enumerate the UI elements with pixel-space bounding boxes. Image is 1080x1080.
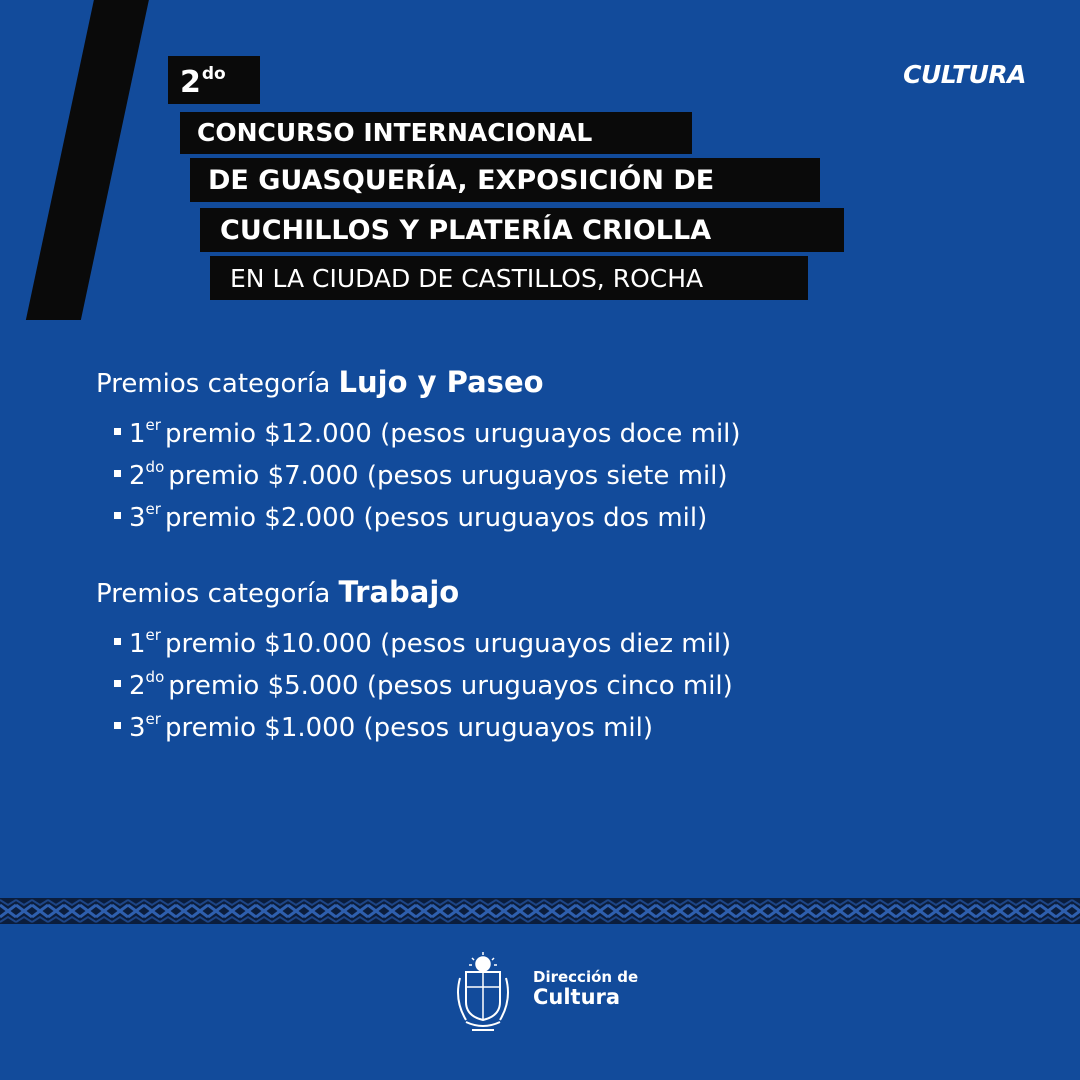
- prize-place-suffix: er: [145, 710, 161, 728]
- prize-place: 3: [129, 713, 146, 743]
- bullet-icon: [114, 680, 121, 687]
- footer-line-2: Cultura: [533, 984, 621, 1009]
- prize-item: [96, 404, 741, 449]
- edition-suffix: do: [201, 64, 226, 84]
- prize-place-suffix: do: [145, 668, 165, 686]
- prize-place: 2: [129, 461, 146, 491]
- prize-item: [96, 488, 741, 533]
- prize-place: 1: [129, 419, 146, 449]
- section-category: Lujo y Paseo: [338, 365, 544, 399]
- diagonal-stripe: [26, 0, 151, 320]
- brand-logo-text: CULTURA: [903, 60, 1026, 89]
- edition-number: 2: [180, 65, 201, 100]
- title-line-3: CUCHILLOS Y PLATERÍA CRIOLLA: [200, 208, 844, 252]
- prize-place: 2: [129, 671, 146, 701]
- bullet-icon: [114, 638, 121, 645]
- braided-rope-divider: [0, 898, 1080, 924]
- footer-line-1: Dirección de: [533, 968, 639, 986]
- prize-text: premio $1.000 (pesos uruguayos mil): [164, 713, 654, 743]
- prize-text: premio $5.000 (pesos uruguayos cinco mil): [168, 671, 733, 701]
- prize-text: premio $12.000 (pesos uruguayos doce mil): [164, 419, 741, 449]
- title-line-1: CONCURSO INTERNACIONAL: [180, 112, 692, 154]
- section-category: Trabajo: [338, 575, 460, 609]
- prize-place-suffix: do: [145, 458, 165, 476]
- prize-section-trabajo: [96, 572, 733, 743]
- prize-text: premio $7.000 (pesos uruguayos siete mil): [168, 461, 728, 491]
- section-prefix: Premios categoría: [96, 579, 331, 609]
- section-heading: [96, 572, 733, 612]
- prize-place: 3: [129, 503, 146, 533]
- bullet-icon: [114, 470, 121, 477]
- prize-item: [96, 656, 733, 701]
- prize-item: [96, 446, 741, 491]
- prize-item: [96, 614, 733, 659]
- prize-text: premio $10.000 (pesos uruguayos diez mil): [164, 629, 732, 659]
- bullet-icon: [114, 722, 121, 729]
- bullet-icon: [114, 512, 121, 519]
- footer-brand: [533, 970, 638, 1008]
- prize-place-suffix: er: [145, 500, 161, 518]
- section-heading: [96, 362, 741, 402]
- prize-place-suffix: er: [145, 626, 161, 644]
- edition-badge: [168, 56, 260, 104]
- title-line-2: DE GUASQUERÍA, EXPOSICIÓN DE: [190, 158, 820, 202]
- prize-item: [96, 698, 733, 743]
- bullet-icon: [114, 428, 121, 435]
- prize-text: premio $2.000 (pesos uruguayos dos mil): [164, 503, 708, 533]
- title-line-4: EN LA CIUDAD DE CASTILLOS, ROCHA: [210, 256, 808, 300]
- prize-list: [96, 614, 733, 743]
- prize-section-lujo-paseo: [96, 362, 741, 533]
- coat-of-arms-icon: [452, 950, 514, 1036]
- prize-list: [96, 404, 741, 533]
- prize-place: 1: [129, 629, 146, 659]
- prize-place-suffix: er: [145, 416, 161, 434]
- section-prefix: Premios categoría: [96, 369, 331, 399]
